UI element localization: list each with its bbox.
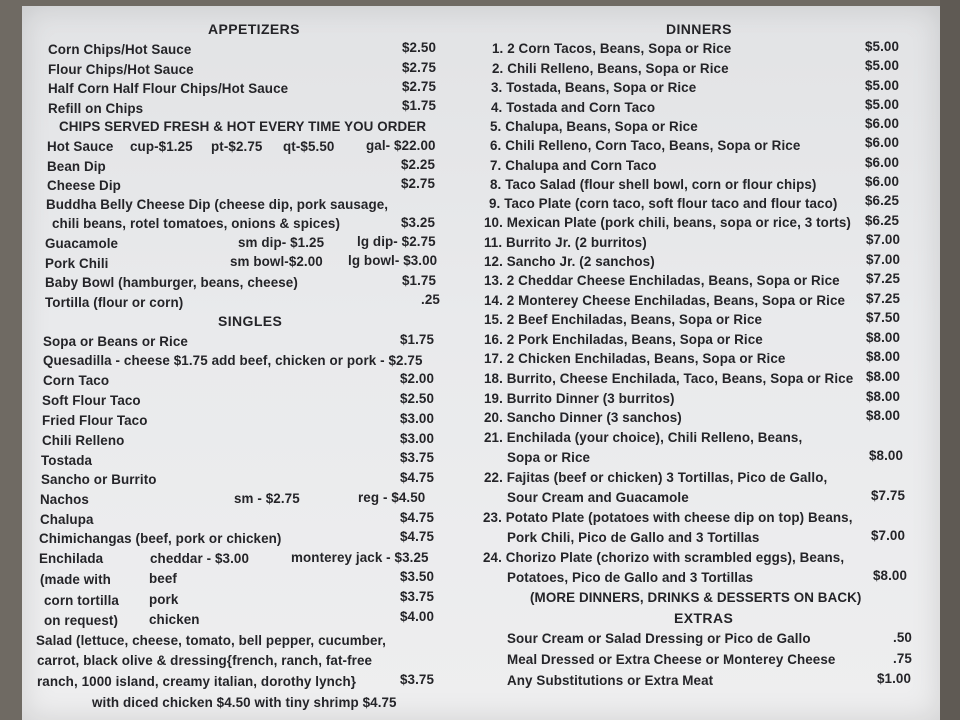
extras-heading: EXTRAS [674, 610, 734, 626]
menu-item: Chalupa [40, 512, 94, 527]
menu-price: pt-$2.75 [211, 139, 263, 154]
dinner-price: $8.00 [866, 408, 901, 423]
dinner-price: $7.00 [866, 232, 901, 247]
dinner-item: 2. Chili Relleno, Beans, Sopa or Rice [492, 61, 729, 76]
menu-item: Chimichangas (beef, pork or chicken) [39, 531, 282, 546]
dinner-item: 15. 2 Beef Enchiladas, Beans, Sopa or Rice [484, 312, 763, 327]
menu-price: cup-$1.25 [130, 139, 193, 154]
dinner-item: 6. Chili Relleno, Corn Taco, Beans, Sopa or Rice [490, 138, 801, 153]
menu-item: with diced chicken $4.50 with tiny shrimp $4.75 [92, 695, 397, 710]
menu-item: (made with [40, 572, 111, 587]
menu-price: sm bowl-$2.00 [230, 254, 323, 269]
menu-item: Fried Flour Taco [42, 413, 148, 428]
dinner-price: $7.25 [866, 291, 901, 306]
menu-price: sm - $2.75 [234, 491, 300, 506]
menu-price: $4.75 [400, 529, 435, 544]
menu-price: $3.00 [400, 431, 435, 446]
menu-item: Cheese Dip [47, 178, 121, 193]
menu-item: pork [149, 592, 179, 607]
menu-item: Nachos [40, 492, 89, 507]
menu-item: on request) [44, 613, 119, 628]
menu-item: Tostada [41, 453, 93, 468]
menu-item: Corn Chips/Hot Sauce [48, 42, 192, 57]
menu-price: reg - $4.50 [358, 490, 426, 505]
dinner-item: Potatoes, Pico de Gallo and 3 Tortillas [507, 570, 754, 585]
dinner-price: $5.00 [865, 78, 900, 93]
menu-price: .25 [421, 292, 440, 307]
dinner-item: 1. 2 Corn Tacos, Beans, Sopa or Rice [492, 41, 732, 56]
dinner-item: 4. Tostada and Corn Taco [491, 100, 656, 115]
menu-price: $2.00 [400, 371, 435, 386]
menu-item: carrot, black olive & dressing{french, ranch, fat-free [37, 653, 373, 668]
menu-price: $2.50 [402, 40, 437, 55]
extra-item: Any Substitutions or Extra Meat [507, 673, 714, 688]
dinner-item: 16. 2 Pork Enchiladas, Beans, Sopa or Rice [484, 332, 763, 347]
menu-item: Pork Chili [45, 256, 109, 271]
menu-item: Bean Dip [47, 159, 106, 174]
dinner-item: 3. Tostada, Beans, Sopa or Rice [491, 80, 697, 95]
menu-price: $3.50 [400, 569, 435, 584]
menu-price: $2.25 [401, 157, 436, 172]
extra-price: .75 [893, 651, 912, 666]
dinners-heading: DINNERS [666, 21, 732, 37]
menu-item: Half Corn Half Flour Chips/Hot Sauce [48, 81, 289, 96]
menu-item: Corn Taco [43, 373, 110, 388]
appetizers-heading: APPETIZERS [208, 21, 300, 37]
dinner-item: 21. Enchilada (your choice), Chili Relleno, Beans, [484, 430, 803, 445]
dinner-price: $7.00 [866, 252, 901, 267]
menu-price: sm dip- $1.25 [238, 235, 325, 250]
dinner-item: 7. Chalupa and Corn Taco [490, 158, 657, 173]
dinner-item: Pork Chili, Pico de Gallo and 3 Tortillas [507, 530, 760, 545]
dinner-item: 12. Sancho Jr. (2 sanchos) [484, 254, 655, 269]
menu-price: $4.75 [400, 510, 435, 525]
dinner-price: $7.75 [871, 488, 906, 503]
more-on-back-note: (MORE DINNERS, DRINKS & DESSERTS ON BACK) [530, 590, 862, 605]
menu-price: $3.75 [400, 589, 435, 604]
menu-item: Enchilada [39, 551, 104, 566]
menu-item: Refill on Chips [48, 101, 144, 116]
menu-item: Sancho or Burrito [41, 472, 157, 487]
dinner-price: $8.00 [873, 568, 908, 583]
menu-price: $1.75 [400, 332, 435, 347]
menu-price: $2.75 [402, 79, 437, 94]
menu-item: beef [149, 571, 177, 586]
dinner-item: Sour Cream and Guacamole [507, 490, 689, 505]
dinner-price: $8.00 [866, 389, 901, 404]
dinner-item: Sopa or Rice [507, 450, 591, 465]
dinner-price: $6.00 [865, 116, 900, 131]
dinner-item: 5. Chalupa, Beans, Sopa or Rice [490, 119, 698, 134]
dinner-price: $8.00 [869, 448, 904, 463]
menu-item: Buddha Belly Cheese Dip (cheese dip, pork sausage, [46, 197, 389, 212]
menu-price: $3.00 [400, 411, 435, 426]
dinner-item: 20. Sancho Dinner (3 sanchos) [484, 410, 682, 425]
menu-item: chili beans, rotel tomatoes, onions & spices) [52, 216, 340, 231]
dinner-price: $8.00 [866, 349, 901, 364]
menu-price: $4.00 [400, 609, 435, 624]
menu-item: corn tortilla [44, 593, 119, 608]
menu-price: $3.75 [400, 450, 435, 465]
dinner-price: $5.00 [865, 58, 900, 73]
menu-item: Guacamole [45, 236, 119, 251]
dinner-price: $7.25 [866, 271, 901, 286]
dinner-item: 11. Burrito Jr. (2 burritos) [484, 235, 647, 250]
menu-price: $2.75 [402, 60, 437, 75]
dinner-item: 23. Potato Plate (potatoes with cheese dip on top) Beans, [483, 510, 853, 525]
dinner-price: $5.00 [865, 39, 900, 54]
menu-item: Soft Flour Taco [42, 393, 141, 408]
dinner-item: 13. 2 Cheddar Cheese Enchiladas, Beans, Sopa or Rice [484, 273, 840, 288]
menu-price: lg bowl- $3.00 [348, 253, 438, 268]
dinner-item: 19. Burrito Dinner (3 burritos) [484, 391, 675, 406]
menu-item: Baby Bowl (hamburger, beans, cheese) [45, 275, 298, 290]
menu-price: $3.75 [400, 672, 435, 687]
dinner-item: 18. Burrito, Cheese Enchilada, Taco, Beans, Sopa or Rice [484, 371, 854, 386]
menu-price: gal- $22.00 [366, 138, 436, 153]
dinner-price: $6.00 [865, 135, 900, 150]
menu-price: $2.50 [400, 391, 435, 406]
dinner-item: 14. 2 Monterey Cheese Enchiladas, Beans, Sopa or Rice [484, 293, 846, 308]
menu-price: monterey jack - $3.25 [291, 550, 429, 565]
dinner-price: $8.00 [866, 330, 901, 345]
menu-price: $2.75 [401, 176, 436, 191]
menu-item: Hot Sauce [47, 139, 114, 154]
dinner-price: $7.00 [871, 528, 906, 543]
menu-price: cheddar - $3.00 [150, 551, 250, 566]
menu-price: lg dip- $2.75 [357, 234, 436, 249]
dinner-price: $7.50 [866, 310, 901, 325]
menu-price: qt-$5.50 [283, 139, 335, 154]
extra-price: $1.00 [877, 671, 912, 686]
menu-item: Chili Relleno [42, 433, 125, 448]
background-edge [940, 0, 960, 720]
menu-item: chicken [149, 612, 200, 627]
dinner-price: $6.25 [865, 213, 900, 228]
dinner-item: 8. Taco Salad (flour shell bowl, corn or flour chips) [490, 177, 817, 192]
dinner-item: 22. Fajitas (beef or chicken) 3 Tortillas, Pico de Gallo, [484, 470, 828, 485]
menu-item: Sopa or Beans or Rice [43, 334, 188, 349]
dinner-price: $5.00 [865, 97, 900, 112]
extra-price: .50 [893, 630, 912, 645]
menu-price: $1.75 [402, 98, 437, 113]
extra-item: Meal Dressed or Extra Cheese or Monterey Cheese [507, 652, 836, 667]
dinner-item: 17. 2 Chicken Enchiladas, Beans, Sopa or Rice [484, 351, 786, 366]
menu-item: Tortilla (flour or corn) [45, 295, 184, 310]
dinner-item: 24. Chorizo Plate (chorizo with scrambled eggs), Beans, [483, 550, 845, 565]
dinner-price: $6.00 [865, 174, 900, 189]
extra-item: Sour Cream or Salad Dressing or Pico de Gallo [507, 631, 811, 646]
menu-item: Flour Chips/Hot Sauce [48, 62, 194, 77]
menu-item: Quesadilla - cheese $1.75 add beef, chicken or pork - $2.75 [43, 353, 423, 368]
menu-price: $3.25 [401, 215, 436, 230]
menu-price: $1.75 [402, 273, 437, 288]
singles-heading: SINGLES [218, 313, 283, 329]
dinner-price: $6.00 [865, 155, 900, 170]
menu-item: ranch, 1000 island, creamy italian, dorothy lynch} [37, 674, 357, 689]
dinner-item: 9. Taco Plate (corn taco, soft flour taco and flour taco) [489, 196, 838, 211]
menu-item: Salad (lettuce, cheese, tomato, bell pepper, cucumber, [36, 633, 386, 648]
menu-price: $4.75 [400, 470, 435, 485]
dinner-price: $8.00 [866, 369, 901, 384]
dinner-price: $6.25 [865, 193, 900, 208]
chips-note: CHIPS SERVED FRESH & HOT EVERY TIME YOU ORDER [59, 119, 427, 134]
dinner-item: 10. Mexican Plate (pork chili, beans, sopa or rice, 3 torts) [484, 215, 851, 230]
